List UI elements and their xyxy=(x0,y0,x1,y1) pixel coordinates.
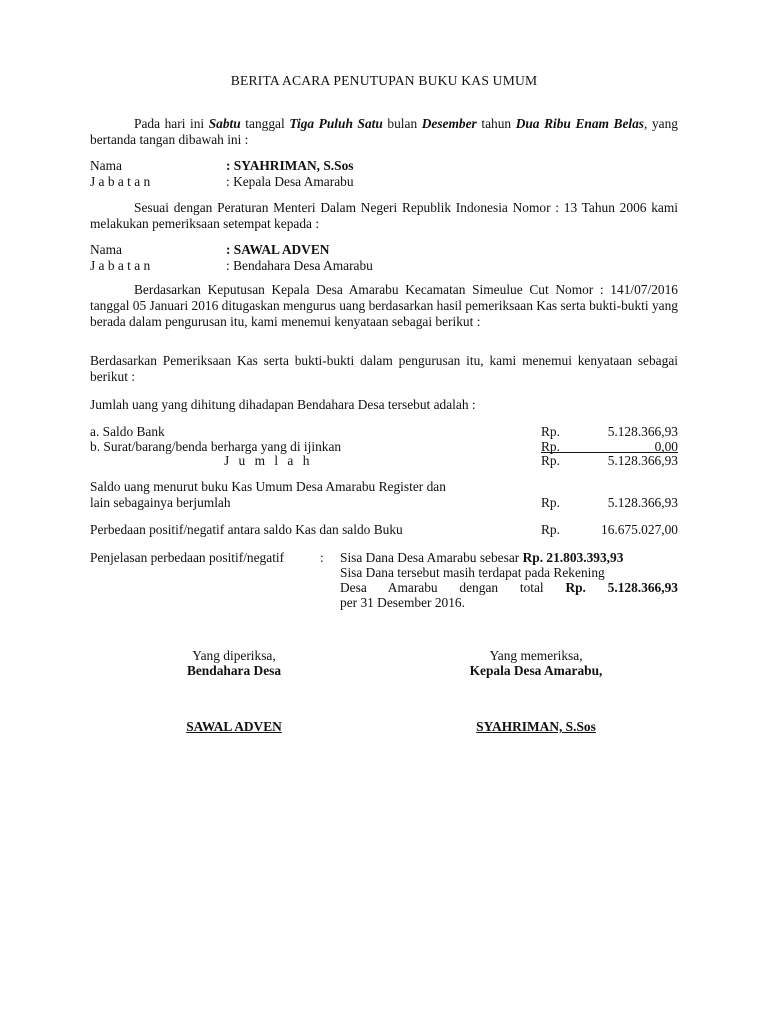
explanation-line2: Sisa Dana tersebut masih terdapat pada Rekening xyxy=(340,565,605,580)
explanation-label: Penjelasan perbedaan positif/negatif xyxy=(90,550,285,565)
person1-position-value: : Kepala Desa Amarabu xyxy=(226,174,354,189)
examination-paragraph: Berdasarkan Pemeriksaan Kas serta bukti-bukti dalam pengurusan itu, kami menemui kenyataan sebagai berikut : xyxy=(90,353,678,384)
explanation-line4: per 31 Desember 2016. xyxy=(340,595,465,610)
opening-text: tanggal xyxy=(240,116,290,131)
left-signature-name: SAWAL ADVEN xyxy=(186,719,282,734)
explanation-text: Sisa Dana Desa Amarabu sebesar xyxy=(340,550,523,565)
total-label: J u m l a h xyxy=(224,453,313,468)
explanation-line1 xyxy=(340,550,623,566)
decision-paragraph: Berdasarkan Keputusan Kepala Desa Amarabu Kecamatan Simeulue Cut Nomor : 141/07/2016 tanggal 05 Januari 2016 ditugaskan mengurus uang berdasarkan hasil pemeriksaan Kas serta bukti-bukti yang berada dalam pengurusan itu, kami menemui kenyataan sebagai berikut : xyxy=(90,282,678,329)
explanation-colon: : xyxy=(320,550,324,565)
month-value: Desember xyxy=(421,116,477,131)
explanation-amount: Rp. 21.803.393,93 xyxy=(522,550,624,565)
date-value: Tiga Puluh Satu xyxy=(289,116,383,131)
person2-position-label: J a b a t a n xyxy=(90,258,151,273)
regulation-paragraph: Sesuai dengan Peraturan Menteri Dalam Negeri Republik Indonesia Nomor : 13 Tahun 2006 kami melakukan pemeriksaan setempat kepada : xyxy=(90,200,678,231)
difference-currency: Rp. xyxy=(541,522,560,537)
person1-name-value: : SYAHRIMAN, S.Sos xyxy=(226,158,354,173)
document-title: BERITA ACARA PENUTUPAN BUKU KAS UMUM xyxy=(230,73,538,88)
day-value: Sabtu xyxy=(208,116,241,131)
total-currency: Rp. xyxy=(541,453,560,468)
opening-text: Pada hari ini xyxy=(134,116,209,131)
total-amount: 5.128.366,93 xyxy=(607,453,678,468)
explanation-text: Desa Amarabu dengan total xyxy=(340,580,566,595)
item-amount: 5.128.366,93 xyxy=(607,424,678,439)
item-amount: 0,00 xyxy=(654,439,678,454)
count-statement: Jumlah uang yang dihitung dihadapan Bendahara Desa tersebut adalah : xyxy=(90,397,476,412)
explanation-amount: Rp. 5.128.366,93 xyxy=(565,580,678,595)
item-currency: Rp. xyxy=(541,439,560,454)
item-label: a. Saldo Bank xyxy=(90,424,165,439)
left-signature-role: Bendahara Desa xyxy=(186,663,282,678)
book-balance-line2: lain sebagainya berjumlah xyxy=(90,495,231,510)
book-balance-amount: 5.128.366,93 xyxy=(607,495,678,510)
opening-text: tahun xyxy=(476,116,516,131)
difference-label: Perbedaan positif/negatif antara saldo Kas dan saldo Buku xyxy=(90,522,403,537)
book-balance-currency: Rp. xyxy=(541,495,560,510)
person2-name-value: : SAWAL ADVEN xyxy=(226,242,330,257)
opening-paragraph xyxy=(90,116,678,148)
explanation-line3 xyxy=(340,580,678,596)
opening-text: bulan xyxy=(382,116,422,131)
left-signature-caption: Yang diperiksa, xyxy=(192,648,276,663)
opening-text: , yang bertanda tangan dibawah ini : xyxy=(90,116,678,147)
item-currency: Rp. xyxy=(541,424,560,439)
book-balance-line1: Saldo uang menurut buku Kas Umum Desa Amarabu Register dan xyxy=(90,479,446,494)
right-signature-name: SYAHRIMAN, S.Sos xyxy=(476,719,596,734)
person2-name-label: Nama xyxy=(90,242,122,257)
year-value: Dua Ribu Enam Belas xyxy=(515,116,645,131)
item-label: b. Surat/barang/benda berharga yang di ijinkan xyxy=(90,439,342,454)
person1-name-label: Nama xyxy=(90,158,122,173)
difference-amount: 16.675.027,00 xyxy=(601,522,678,537)
right-signature-caption: Yang memeriksa, xyxy=(489,648,583,663)
right-signature-role: Kepala Desa Amarabu, xyxy=(469,663,603,678)
person1-position-label: J a b a t a n xyxy=(90,174,151,189)
person2-position-value: : Bendahara Desa Amarabu xyxy=(226,258,373,273)
